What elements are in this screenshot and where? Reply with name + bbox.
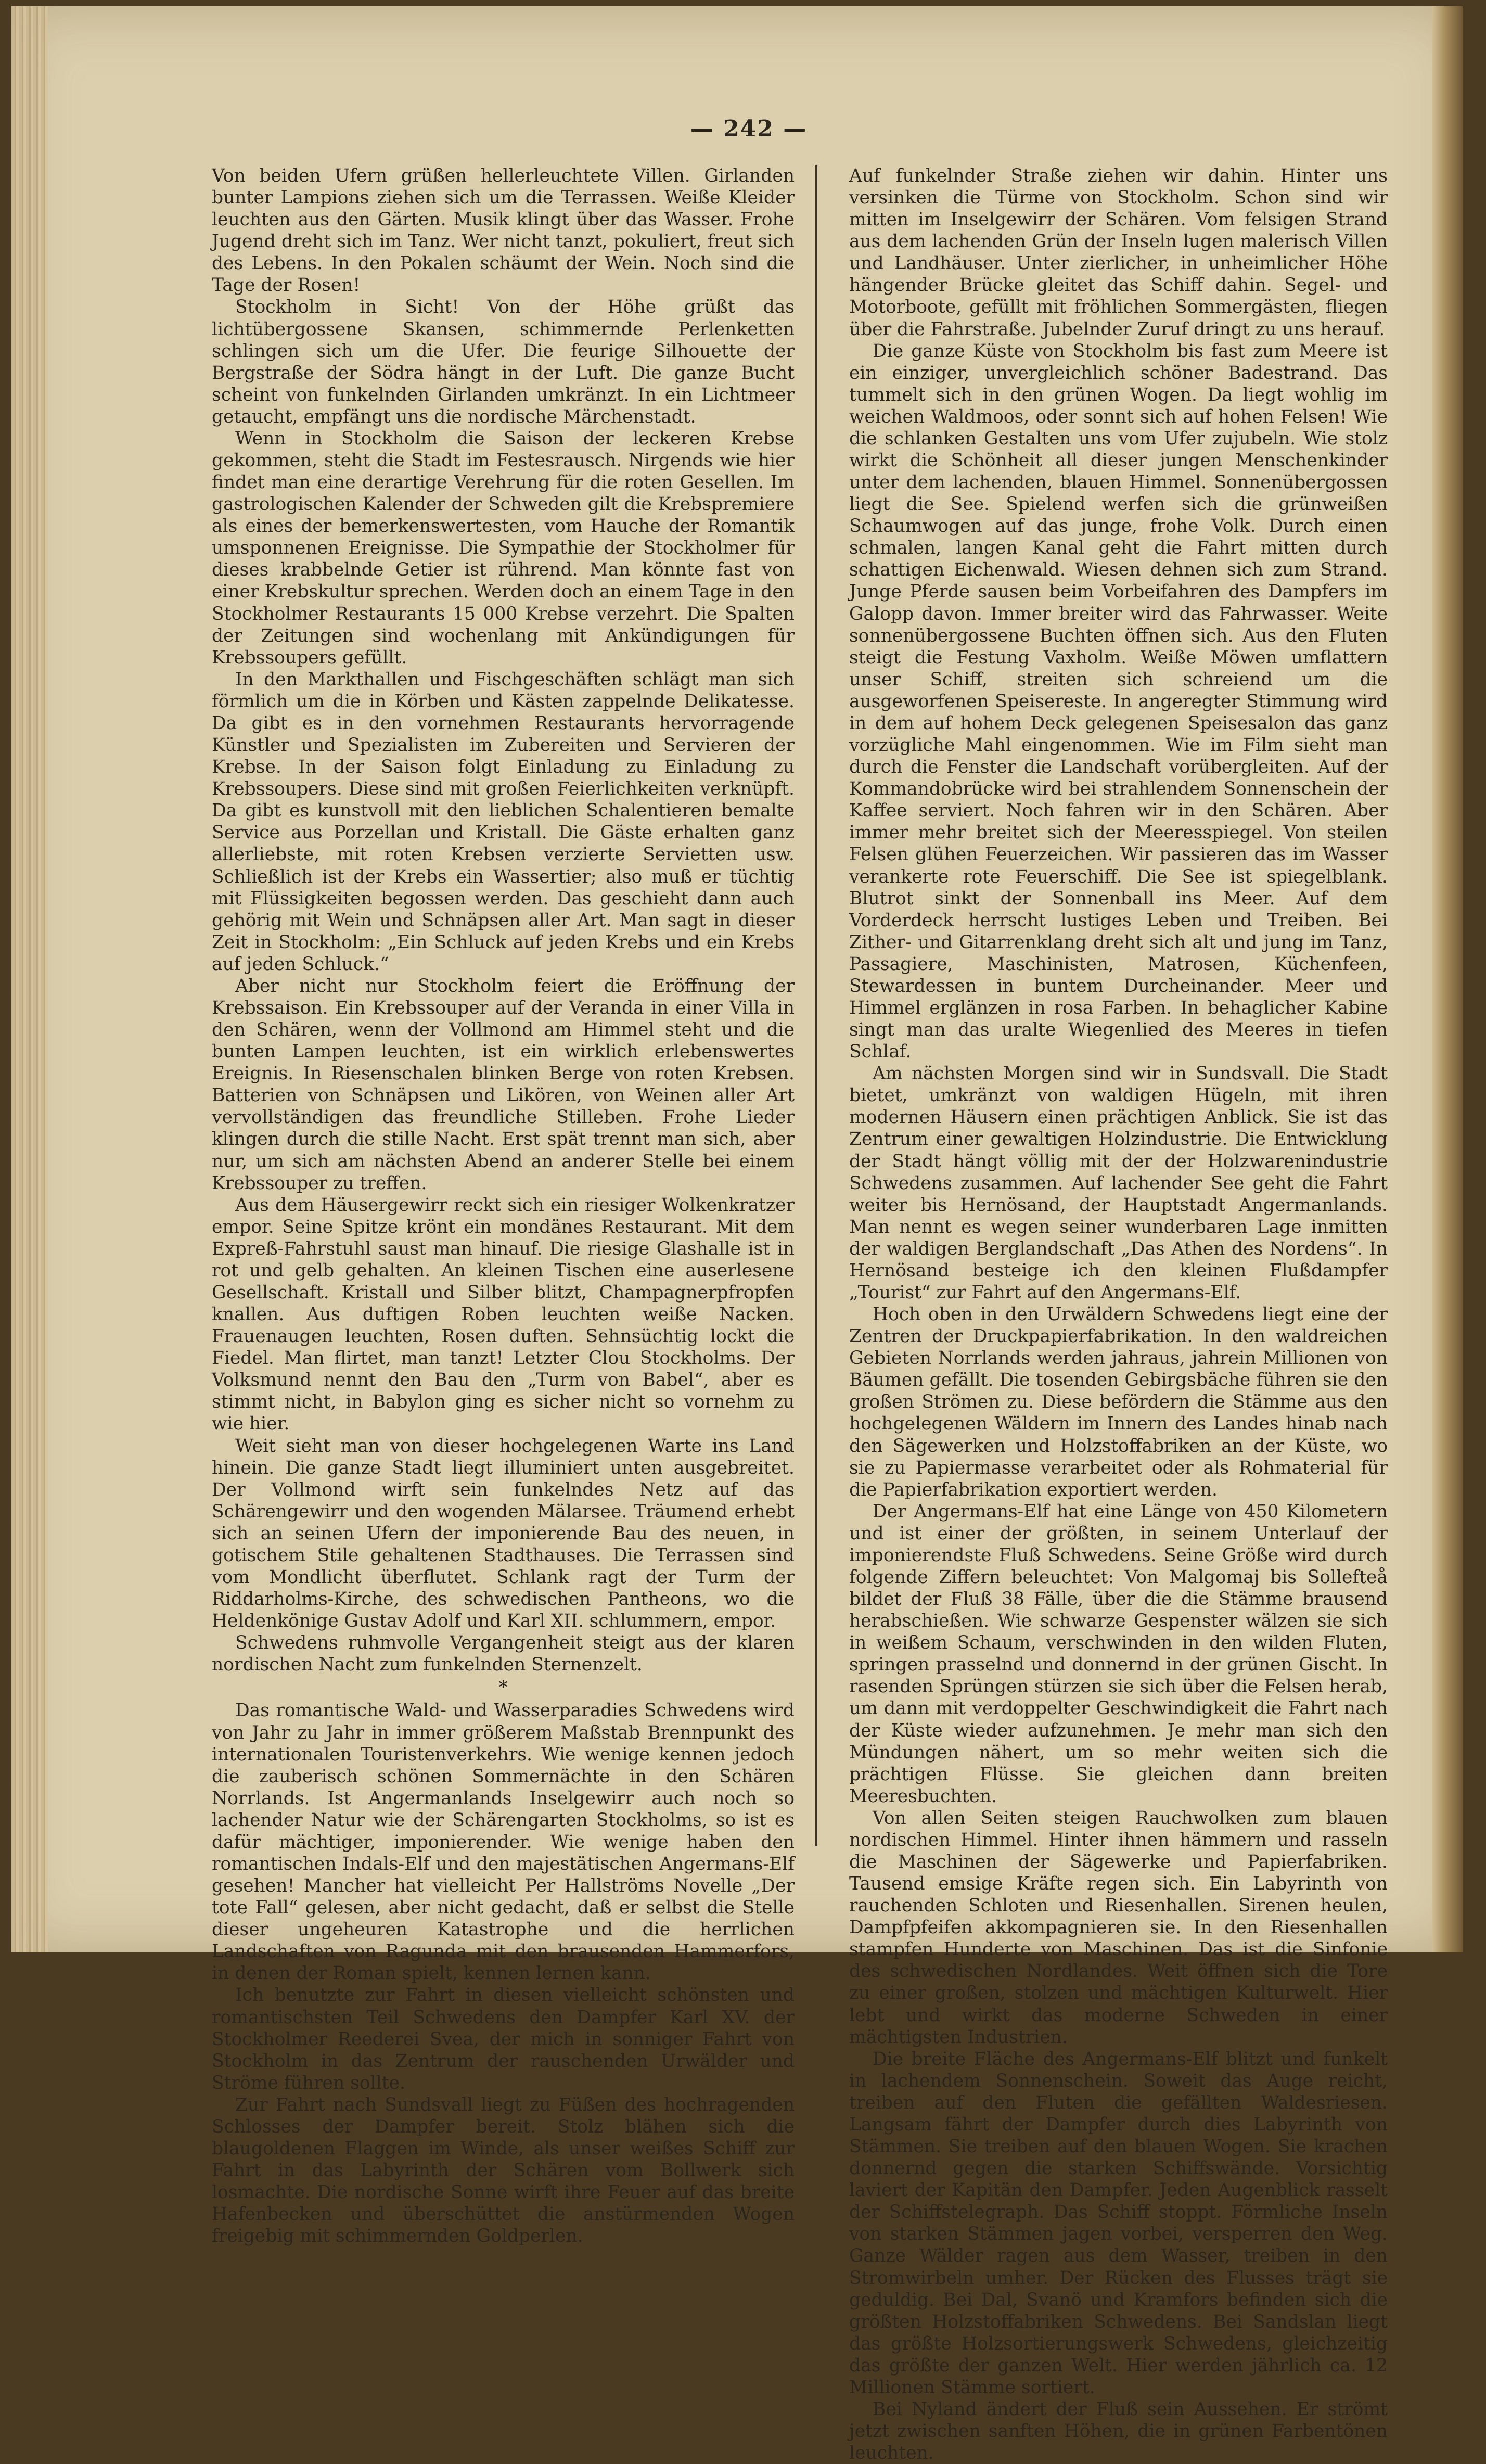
left-column	[212, 165, 795, 2247]
paragraph: Aber nicht nur Stockholm feiert die Eröffnung der Krebssaison. Ein Krebssouper auf der Veranda in einer Villa in den Schären, wenn der Vollmond am Himmel steht und die bunten Lampen leuchten, ist ein wirklich erlebenswertes Ereignis. In Riesenschalen blinken Berge von roten Krebsen. Batterien von Schnäpsen und Likören, von Weinen aller Art vervollständigen das freundliche Stilleben. Frohe Lieder klingen durch die stille Nacht. Erst spät trennt man sich, aber nur, um sich am nächsten Abend an anderer Stelle bei einem Krebssouper zu treffen.	[212, 975, 795, 1194]
paragraph: Der Angermans-Elf hat eine Länge von 450 Kilometern und ist einer der größten, in seinem Unterlauf der imponierendste Fluß Schwedens. Seine Größe wird durch folgende Ziffern beleuchtet: Von Malgomaj bis Sollefteå bildet der Fluß 38 Fälle, über die die Stämme brausend herabschießen. Wie schwarze Gespenster wälzen sie sich in weißem Schaum, verschwinden in den wilden Fluten, springen prasselnd und donnernd in der grünen Gischt. In rasenden Sprüngen stürzen sie sich über die Felsen herab, um dann mit verdoppelter Geschwindigkeit die Fahrt nach der Küste wieder aufzunehmen. Je mehr man sich den Mündungen nähert, um so mehr weiten sich die prächtigen Flüsse. Sie gleichen dann breiten Meeresbuchten.	[849, 1501, 1388, 1807]
book-page	[11, 6, 1463, 2464]
paragraph: Von beiden Ufern grüßen hellerleuchtete Villen. Girlanden bunter Lampions ziehen sich um die Terrassen. Weiße Kleider leuchten aus den Gärten. Musik klingt über das Wasser. Frohe Jugend dreht sich im Tanz. Wer nicht tanzt, pokuliert, freut sich des Lebens. In den Pokalen schäumt der Wein. Noch sind die Tage der Rosen!	[212, 165, 795, 296]
paragraph: Ich benutzte zur Fahrt in diesen vielleicht schönsten und romantischsten Teil Schwedens den Dampfer Karl XV. der Stockholmer Reederei Svea, der mich in sonniger Fahrt von Stockholm in das Zentrum der rauschenden Urwälder und Ströme führen sollte.	[212, 1985, 795, 2093]
paragraph: In den Markthallen und Fischgeschäften schlägt man sich förmlich um die in Körben und Kästen zappelnde Delikatesse. Da gibt es in den vornehmen Restaurants hervorragende Künstler und Spezialisten im Zubereiten und Servieren der Krebse. In der Saison folgt Einladung zu Einladung zu Krebssoupers. Diese sind mit großen Feierlichkeiten verknüpft. Da gibt es kunstvoll mit den lieblichen Schalentieren bemalte Service aus Porzellan und Kristall. Die Gäste erhalten ganz allerliebste, mit roten Krebsen verzierte Servietten usw. Schließlich ist der Krebs ein Wassertier; also muß er tüchtig mit Flüssigkeiten begossen werden. Das geschieht dann auch gehörig mit Wein und Schnäpsen aller Art. Man sagt in dieser Zeit in Stockholm: „Ein Schluck auf jeden Krebs und ein Krebs auf jeden Schluck.“	[212, 669, 795, 975]
right-column	[849, 165, 1388, 2464]
paragraph: Zur Fahrt nach Sundsvall liegt zu Füßen des hochragenden Schlosses der Dampfer bereit. Stolz blähen sich die blaugoldenen Flaggen im Winde, als unser weißes Schiff zur Fahrt in das Labyrinth der Schären vom Bollwerk sich losmachte. Die nordische Sonne wirft ihre Feuer auf das breite Hafenbecken und überschüttet die anstürmenden Wogen freigebig mit schimmernden Goldperlen.	[212, 2094, 795, 2247]
column-rule	[815, 165, 817, 1846]
paragraph: Auf funkelnder Straße ziehen wir dahin. Hinter uns versinken die Türme von Stockholm. Schon sind wir mitten im Inselgewirr der Schären. Vom felsigen Strand aus dem lachenden Grün der Inseln lugen malerisch Villen und Landhäuser. Unter zierlicher, in unheimlicher Höhe hängender Brücke gleitet das Schiff dahin. Segel- und Motorboote, gefüllt mit fröhlichen Sommergästen, fliegen über die Fahrstraße. Jubelnder Zuruf dringt zu uns herauf.	[849, 165, 1388, 340]
paragraph: Hoch oben in den Urwäldern Schwedens liegt eine der Zentren der Druckpapierfabrikation. In den waldreichen Gebieten Norrlands werden jahraus, jahrein Millionen von Bäumen gefällt. Die tosenden Gebirgsbäche führen sie den großen Strömen zu. Diese befördern die Stämme aus den hochgelegenen Wäldern im Innern des Landes hinab nach den Sägewerken und Holzstoffabriken an der Küste, wo sie zu Papiermasse verarbeitet oder als Rohmaterial für die Papierfabrikation exportiert werden.	[849, 1304, 1388, 1500]
paragraph: Von allen Seiten steigen Rauchwolken zum blauen nordischen Himmel. Hinter ihnen hämmern und rasseln die Maschinen der Sägewerke und Papierfabriken. Tausend emsige Kräfte regen sich. Ein Labyrinth von rauchenden Schloten und Riesenhallen. Sirenen heulen, Dampfpfeifen akkompagnieren sie. In den Riesenhallen stampfen Hunderte von Maschinen. Das ist die Sinfonie des schwedischen Nordlandes. Weit öffnen sich die Tore zu einer großen, stolzen und mächtigen Kulturwelt. Hier lebt und wirkt das moderne Schweden in einer mächtigsten Industrien.	[849, 1807, 1388, 2048]
page-edge-left	[11, 6, 48, 1952]
paragraph: Bei Nyland ändert der Fluß sein Aussehen. Er strömt jetzt zwischen sanften Höhen, die in grünen Farbentönen leuchten.	[849, 2398, 1388, 2464]
section-divider: *	[498, 1677, 508, 1699]
paragraph: Wenn in Stockholm die Saison der leckeren Krebse gekommen, steht die Stadt im Festesrausch. Nirgends wie hier findet man eine derartige Verehrung für die roten Gesellen. Im gastrologischen Kalender der Schweden gilt die Krebspremiere als eines der bemerkenswertesten, vom Hauche der Romantik umsponnenen Ereignisse. Die Sympathie der Stockholmer für dieses krabbelnde Getier ist rührend. Man könnte fast von einer Krebskultur sprechen. Werden doch an einem Tage in den Stockholmer Restaurants 15 000 Krebse verzehrt. Die Spalten der Zeitungen sind wochenlang mit Ankündigungen für Krebssoupers gefüllt.	[212, 428, 795, 668]
paragraph: Das romantische Wald- und Wasserparadies Schwedens wird von Jahr zu Jahr in immer größerem Maßstab Brennpunkt des internationalen Touristenverkehrs. Wie wenige kennen jedoch die zauberisch schönen Sommernächte in den Schären Norrlands. Ist Angermanlands Inselgewirr auch noch so lachender Natur wie der Schärengarten Stockholms, so ist es dafür mächtiger, imponierender. Wie wenige haben den romantischen Indals-Elf und den majestätischen Angermans-Elf gesehen! Mancher hat vielleicht Per Hallströms Novelle „Der tote Fall“ gelesen, aber nicht gedacht, daß er selbst die Stelle dieser ungeheuren Katastrophe und die herrlichen Landschaften von Ragunda mit den brausenden Hammerfors, in denen der Roman spielt, kennen lernen kann.	[212, 1700, 795, 1984]
paragraph: Am nächsten Morgen sind wir in Sundsvall. Die Stadt bietet, umkränzt von waldigen Hügeln, mit ihren modernen Häusern einen prächtigen Anblick. Sie ist das Zentrum einer gewaltigen Holzindustrie. Die Entwicklung der Stadt hängt völlig mit der der Holzwarenindustrie Schwedens zusammen. Auf lachender See geht die Fahrt weiter bis Hernösand, der Hauptstadt Angermanlands. Man nennt es wegen seiner wunderbaren Lage inmitten der waldigen Berglandschaft „Das Athen des Nordens“. In Hernösand besteige ich den kleinen Flußdampfer „Tourist“ zur Fahrt auf den Angermans-Elf.	[849, 1063, 1388, 1303]
page-number: — 242 —	[690, 116, 808, 142]
paragraph: Die breite Fläche des Angermans-Elf blitzt und funkelt in lachendem Sonnenschein. Soweit das Auge reicht, treiben auf den Fluten die gefällten Waldesriesen. Langsam fährt der Dampfer durch dies Labyrinth von Stämmen. Sie treiben auf den blauen Wogen. Sie krachen donnernd gegen die starken Schiffswände. Vorsichtig laviert der Kapitän den Dampfer. Jeden Augenblick rasselt der Schiffstelegraph. Das Schiff stoppt. Förmliche Inseln von starken Stämmen jagen vorbei, versperren den Weg. Ganze Wälder ragen aus dem Wasser, treiben in den Stromwirbeln umher. Der Rücken des Flusses trägt sie geduldig. Bei Dal, Svanö und Kramfors befinden sich die größten Holzstoffabriken Schwedens. Bei Sandslan liegt das größte Holzsortierungswerk Schwedens, gleichzeitig das größte der ganzen Welt. Hier werden jährlich ca. 12 Millionen Stämme sortiert.	[849, 2048, 1388, 2398]
paragraph: Stockholm in Sicht! Von der Höhe grüßt das lichtübergossene Skansen, schimmernde Perlenketten schlingen sich um die Ufer. Die feurige Silhouette der Bergstraße der Södra hängt in der Luft. Die ganze Bucht scheint von funkelnden Girlanden umkränzt. In ein Lichtmeer getaucht, empfängt uns die nordische Märchenstadt.	[212, 297, 795, 427]
paragraph: Schwedens ruhmvolle Vergangenheit steigt aus der klaren nordischen Nacht zum funkelnden Sternenzelt.	[212, 1632, 795, 1676]
paragraph: Die ganze Küste von Stockholm bis fast zum Meere ist ein einziger, unvergleichlich schöner Badestrand. Das tummelt sich in den grünen Wogen. Da liegt wohlig im weichen Waldmoos, oder sonnt sich auf hohen Felsen! Wie die schlanken Gestalten uns vom Ufer zujubeln. Wie stolz wirkt die Schönheit all dieser jungen Menschenkinder unter dem lachenden, blauen Himmel. Sonnenübergossen liegt die See. Spielend werfen sich die grünweißen Schaumwogen auf das junge, frohe Volk. Durch einen schmalen, langen Kanal geht die Fahrt mitten durch schattigen Eichenwald. Wiesen dehnen sich zum Strand. Junge Pferde sausen beim Vorbeifahren des Dampfers im Galopp davon. Immer breiter wird das Fahrwasser. Weite sonnenübergossene Buchten öffnen sich. Aus den Fluten steigt die Festung Vaxholm. Weiße Möwen umflattern unser Schiff, streiten sich schreiend um die ausgeworfenen Speisereste. In angeregter Stimmung wird in dem auf hohem Deck gelegenen Speisesalon das ganz vorzügliche Mahl eingenommen. Wie im Film sieht man durch die Fenster die Landschaft vorübergleiten. Auf der Kommandobrücke wird bei strahlendem Sonnenschein der Kaffee serviert. Noch fahren wir in den Schären. Aber immer mehr breitet sich der Meeresspiegel. Von steilen Felsen glühen Feuerzeichen. Wir passieren das im Wasser verankerte rote Feuerschiff. Die See ist spiegelblank. Blutrot sinkt der Sonnenball ins Meer. Auf dem Vorderdeck herrscht lustiges Leben und Treiben. Bei Zither- und Gitarrenklang dreht sich alt und jung im Tanz, Passagiere, Maschinisten, Matrosen, Küchenfeen, Stewardessen in buntem Durcheinander. Meer und Himmel erglänzen in rosa Farben. In behaglicher Kabine singt man das uralte Wiegenlied des Meeres in tiefen Schlaf.	[849, 340, 1388, 1063]
paragraph: Aus dem Häusergewirr reckt sich ein riesiger Wolkenkratzer empor. Seine Spitze krönt ein mondänes Restaurant. Mit dem Expreß-Fahrstuhl saust man hinauf. Die riesige Glashalle ist in rot und gelb gehalten. An kleinen Tischen eine auserlesene Gesellschaft. Kristall und Silber blitzt, Champagnerpfropfen knallen. Aus duftigen Roben leuchten weiße Nacken. Frauenaugen leuchten, Rosen duften. Sehnsüchtig lockt die Fiedel. Man flirtet, man tanzt! Letzter Clou Stockholms. Der Volksmund nennt den Bau den „Turm von Babel“, aber es stimmt nicht, in Babylon ging es sicher nicht so vornehm zu wie hier.	[212, 1194, 795, 1435]
paragraph: Weit sieht man von dieser hochgelegenen Warte ins Land hinein. Die ganze Stadt liegt illuminiert unten ausgebreitet. Der Vollmond wirft sein funkelndes Netz auf das Schärengewirr und den wogenden Mälarsee. Träumend erhebt sich an seinen Ufern der imponierende Bau des neuen, in gotischem Stile gehaltenen Stadthauses. Die Terrassen sind vom Mondlicht überflutet. Schlank ragt der Turm der Riddarholms-Kirche, des schwedischen Pantheons, wo die Heldenkönige Gustav Adolf und Karl XII. schlummern, empor.	[212, 1435, 795, 1632]
page-edge-right	[1432, 6, 1463, 1952]
